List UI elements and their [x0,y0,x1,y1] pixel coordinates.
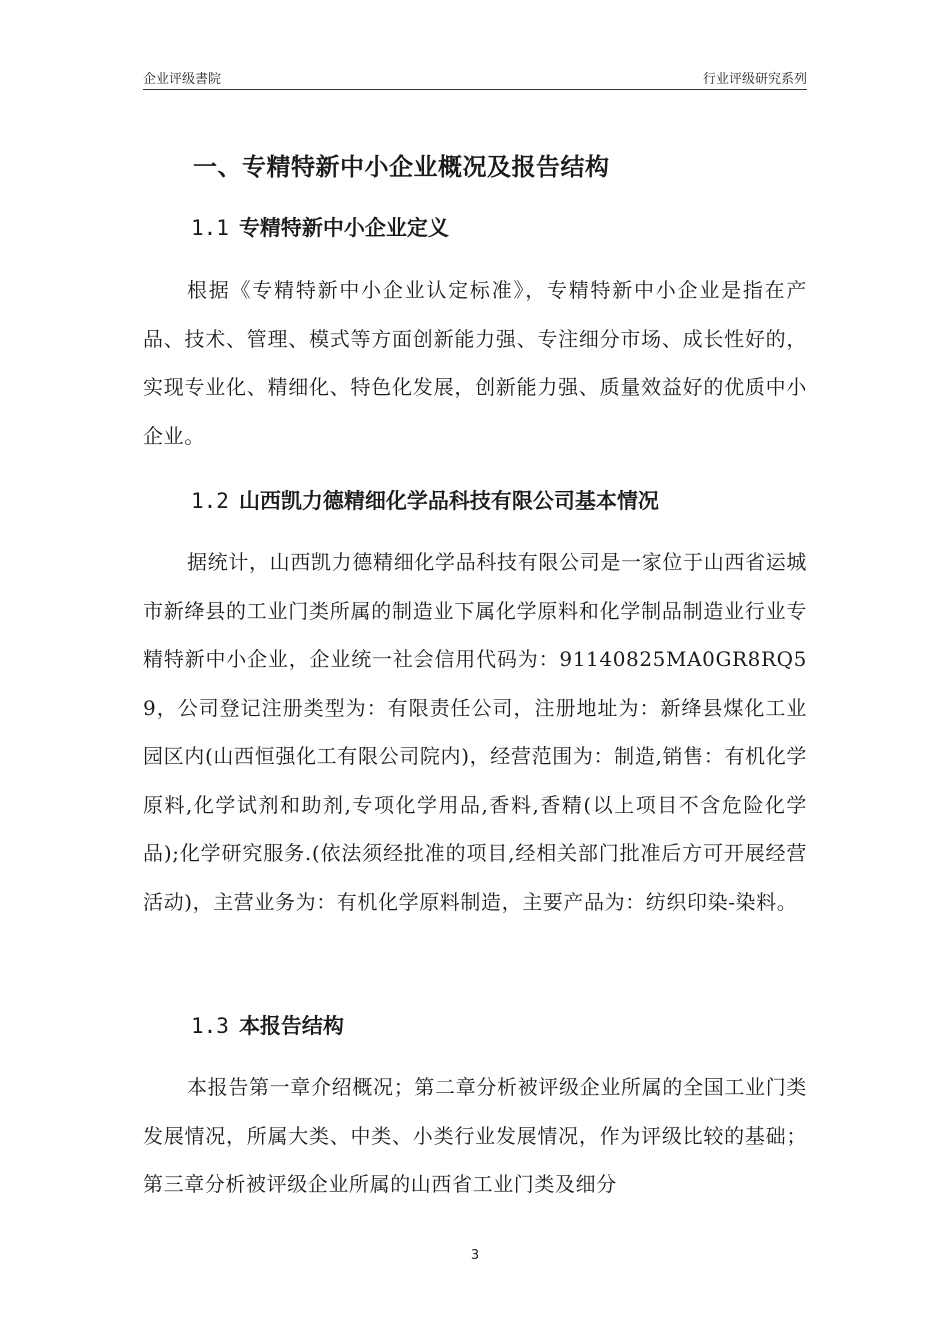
section-title: 山西凯力德精细化学品科技有限公司基本情况 [238,489,659,513]
section-paragraph-1-2: 据统计，山西凯力德精细化学品科技有限公司是一家位于山西省运城市新绛县的工业门类所属的制造业下属化学原料和化学制品制造业行业专精特新中小企业，企业统一社会信用代码为：91140825MA0GR8RQ59，公司登记注册类型为：有限责任公司，注册地址为：新绛县煤化工业园区内(山西恒强化工有限公司院内)，经营范围为：制造,销售：有机化学原料,化学试剂和助剂,专项化学用品,香料,香精(以上项目不含危险化学品);化学研究服务.(依法须经批准的项目,经相关部门批准后方可开展经营活动)，主营业务为：有机化学原料制造，主要产品为：纺织印染-染料。 [143,550,807,914]
page-number: 3 [470,1248,480,1263]
section-heading-1-2 [191,485,659,515]
header-divider [143,89,807,90]
section-paragraph-1-3: 本报告第一章介绍概况；第二章分析被评级企业所属的全国工业门类发展情况，所属大类、中类、小类行业发展情况，作为评级比较的基础；第三章分析被评级企业所属的山西省工业门类及细分 [143,1075,807,1196]
section-number: 1.3 [191,1014,229,1038]
section-number: 1.1 [191,216,229,240]
section-title: 本报告结构 [238,1014,344,1038]
section-heading-1-3 [191,1010,344,1040]
section-number: 1.2 [191,489,229,513]
chapter-title: 一、专精特新中小企业概况及报告结构 [193,153,610,181]
section-paragraph-1-1: 根据《专精特新中小企业认定标准》，专精特新中小企业是指在产品、技术、管理、模式等方面创新能力强、专注细分市场、成长性好的，实现专业化、精细化、特色化发展，创新能力强、质量效益好的优质中小企业。 [143,278,807,448]
section-heading-1-1 [191,212,449,242]
header-publisher: 企业评级書院 [143,72,222,87]
section-title: 专精特新中小企业定义 [238,216,449,240]
header-series: 行业评级研究系列 [702,72,807,87]
page-header [143,68,807,90]
